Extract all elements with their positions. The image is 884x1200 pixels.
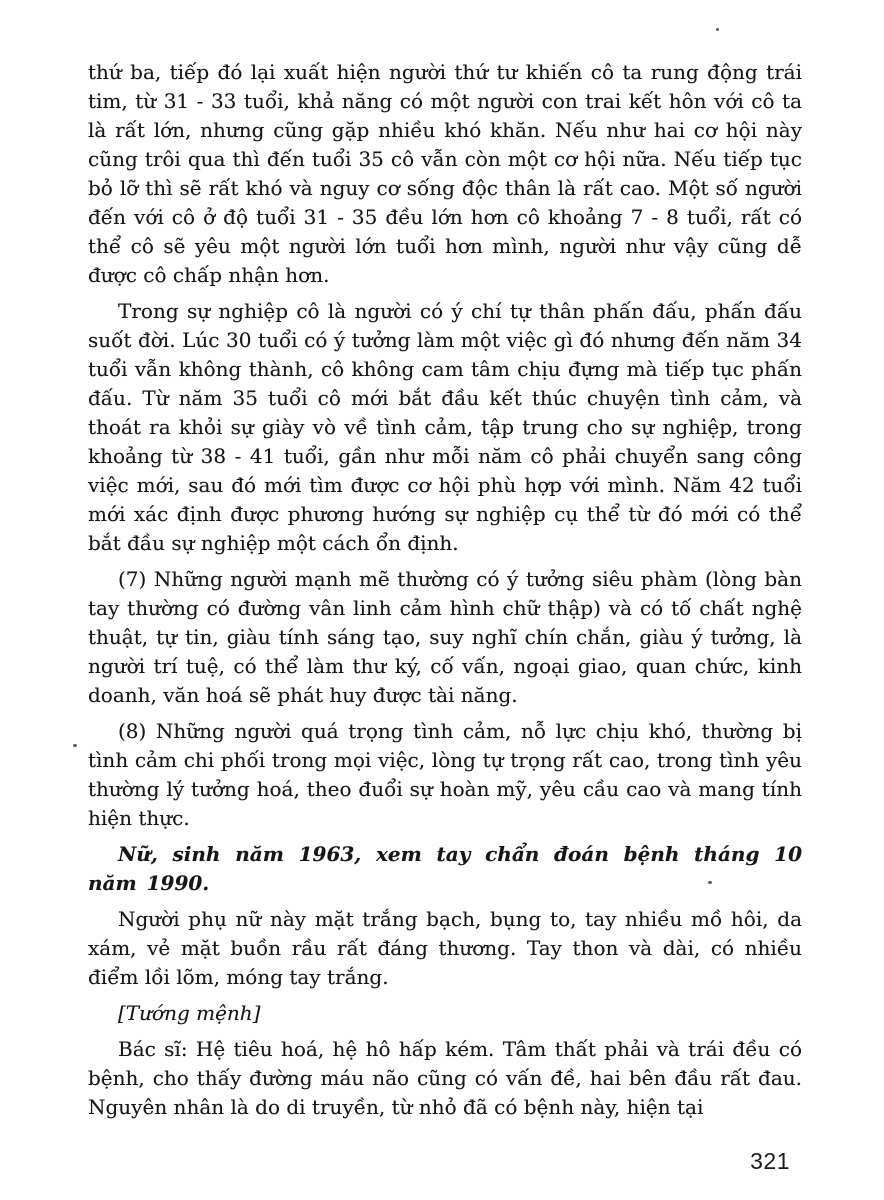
page-text-block	[88, 58, 802, 1122]
paragraph-description: Người phụ nữ này mặt trắng bạch, bụng to, tay nhiều mồ hôi, da xám, vẻ mặt buồn rầu rất đáng thương. Tay thon và dài, có nhiều điểm lồi lõm, móng tay trắng.	[88, 907, 802, 989]
paragraph-career: Trong sự nghiệp cô là người có ý chí tự thân phấn đấu, phấn đấu suốt đời. Lúc 30 tuổi có ý tưởng làm một việc gì đó nhưng đến năm 34 tuổi vẫn không thành, cô không cam tâm chịu đựng mà tiếp tục phấn đấu. Từ năm 35 tuổi cô mới bắt đầu kết thúc chuyện tình cảm, và thoát ra khỏi sự giày vò về tình cảm, tập trung cho sự nghiệp, trong khoảng từ 38 - 41 tuổi, gần như mỗi năm cô phải chuyển sang công việc mới, sau đó mới tìm được cơ hội phù hợp với mình. Năm 42 tuổi mới xác định được phương hướng sự nghiệp cụ thể từ đó mới có thể bắt đầu sự nghiệp một cách ổn định.	[88, 299, 802, 555]
case-heading: Nữ, sinh năm 1963, xem tay chẩn đoán bệnh tháng 10 năm 1990.	[88, 842, 802, 895]
paragraph-doctor-diagnosis: Bác sĩ: Hệ tiêu hoá, hệ hô hấp kém. Tâm thất phải và trái đều có bệnh, cho thấy đường máu não cũng có vấn đề, hai bên đầu rất đau. Nguyên nhân là do di truyền, từ nhỏ đã có bệnh này, hiện tại	[88, 1037, 802, 1119]
paragraph-item-7: (7) Những người mạnh mẽ thường có ý tưởng siêu phàm (lòng bàn tay thường có đường vân linh cảm hình chữ thập) và có tố chất nghệ thuật, tự tin, giàu tính sáng tạo, suy nghĩ chín chắn, giàu ý tưởng, là người trí tuệ, có thể làm thư ký, cố vấn, ngoại giao, quan chức, kinh doanh, văn hoá sẽ phát huy được tài năng.	[88, 567, 802, 707]
paragraph-continued-from-previous-page: thứ ba, tiếp đó lại xuất hiện người thứ tư khiến cô ta rung động trái tim, từ 31 - 33 tuổi, khả năng có một người con trai kết hôn với cô ta là rất lớn, nhưng cũng gặp nhiều khó khăn. Nếu như hai cơ hội này cũng trôi qua thì đến tuổi 35 cô vẫn còn một cơ hội nữa. Nếu tiếp tục bỏ lỡ thì sẽ rất khó và nguy cơ sống độc thân là rất cao. Một số người đến với cô ở độ tuổi 31 - 35 đều lớn hơn cô khoảng 7 - 8 tuổi, rất có thể cô sẽ yêu một người lớn tuổi hơn mình, người như vậy cũng dễ được cô chấp nhận hơn.	[88, 60, 802, 287]
section-label: [Tướng mệnh]	[118, 1001, 261, 1025]
paragraph-item-8: (8) Những người quá trọng tình cảm, nỗ lực chịu khó, thường bị tình cảm chi phối trong mọi việc, lòng tự trọng rất cao, trong tình yêu thường lý tưởng hoá, theo đuổi sự hoàn mỹ, yêu cầu cao và mang tính hiện thực.	[88, 719, 802, 830]
scan-artifact-dot-right	[708, 881, 712, 884]
scan-artifact-dot-left-margin	[73, 744, 77, 747]
scan-artifact-dot-top	[716, 28, 719, 31]
page-number: 321	[750, 1148, 790, 1174]
